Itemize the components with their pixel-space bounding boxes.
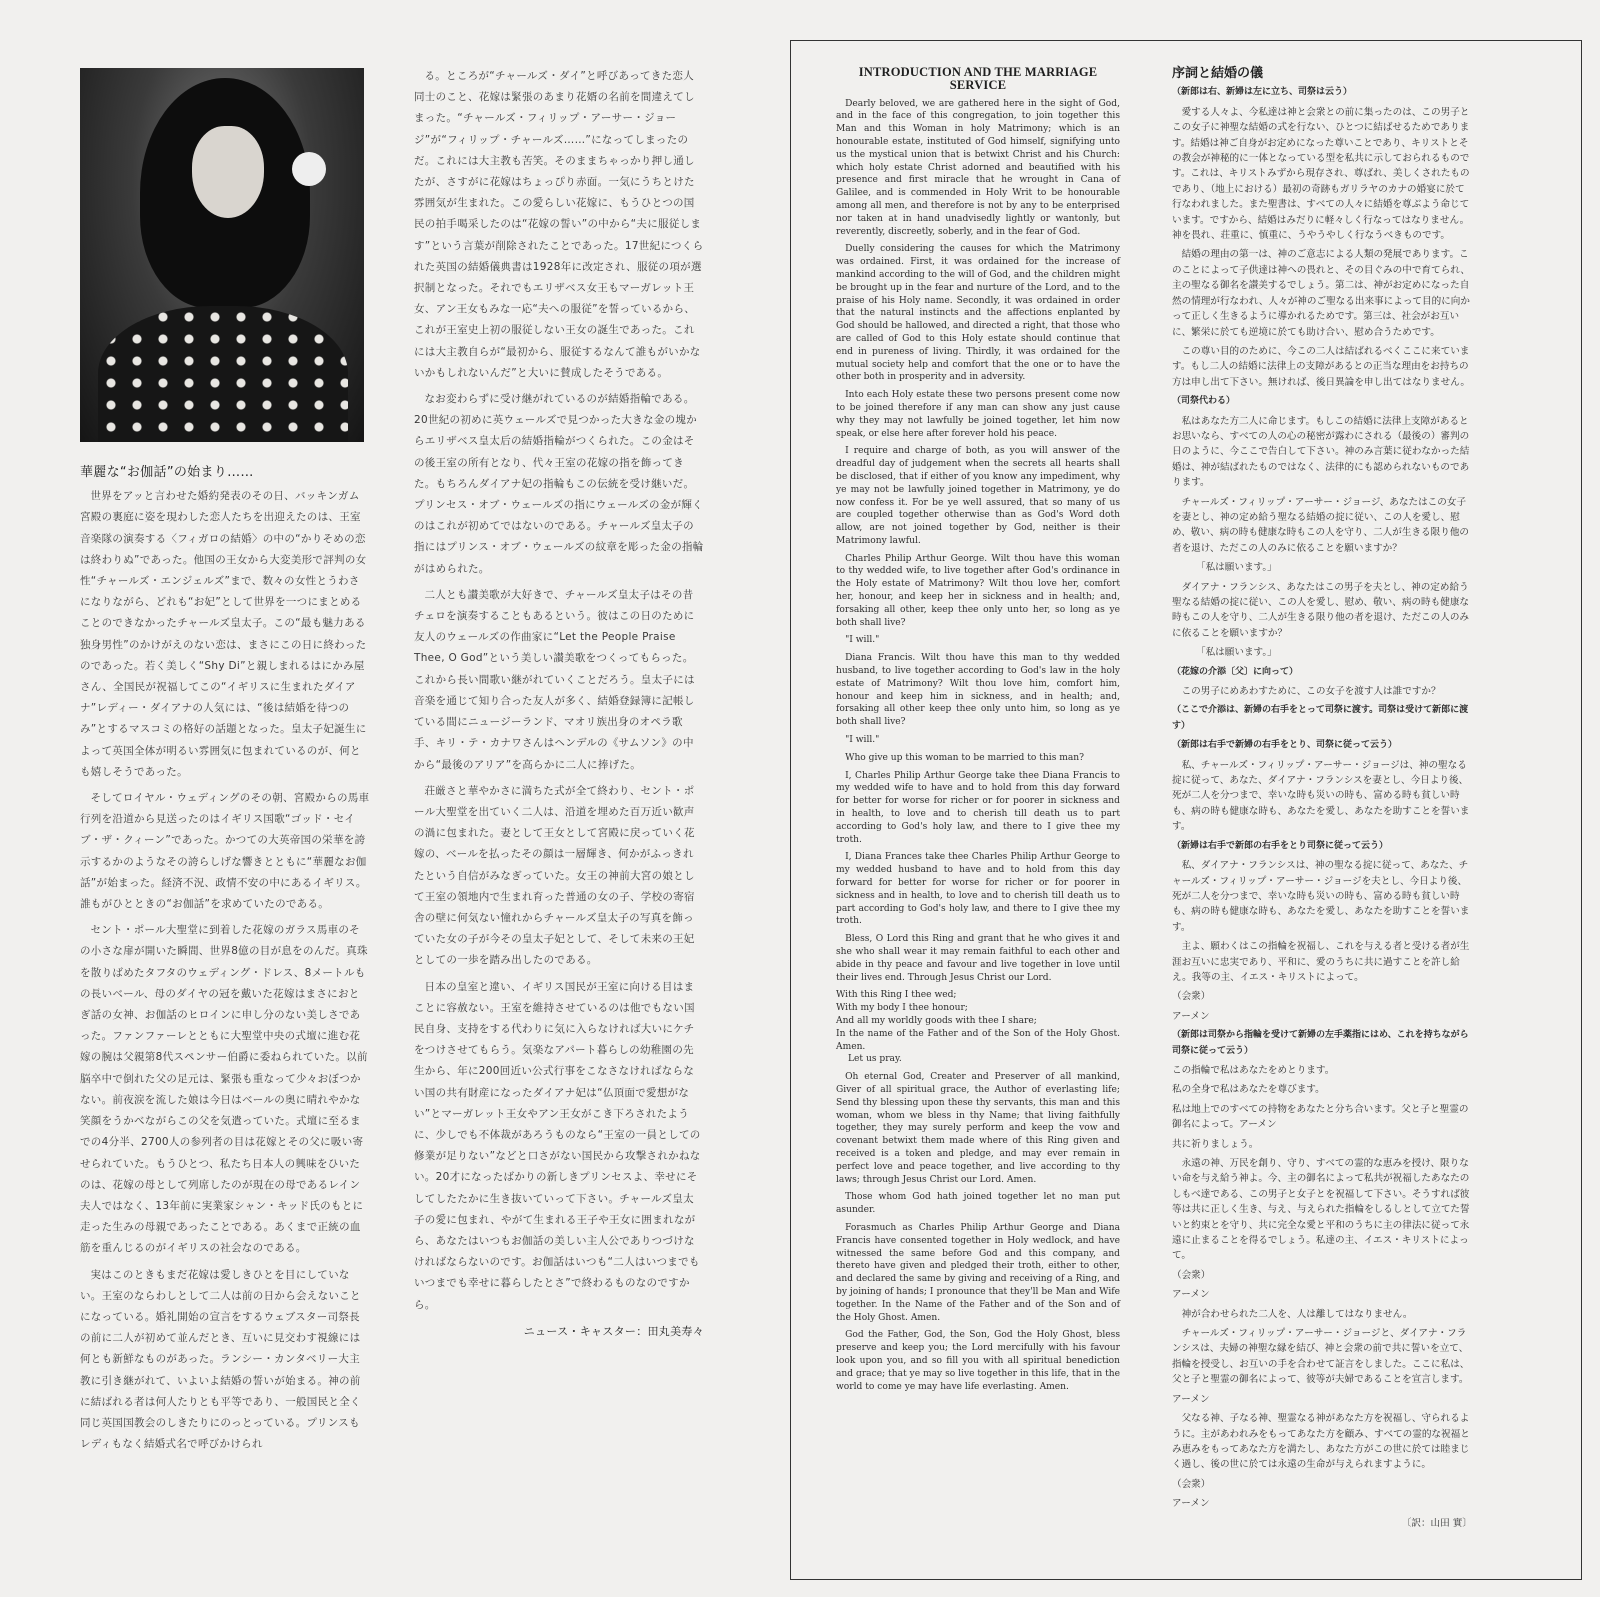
service-english-title: INTRODUCTION AND THE MARRIAGE SERVICE [858,65,1098,92]
service-paragraph: Bless, O Lord this Ring and grant that he who gives it and she who shall wear it may remain faithful to each other and abide in thy peace and favour and live together in love until their lives end. Through Jesus Christ our Lord. [836,934,1120,983]
service-paragraph: Charles Philip Arthur George. Wilt thou have this woman to thy wedded wife, to live together after God's ordinance in the Holy estate of Matrimony? Wilt thou love her, comfort her, honour, and keep her in sickness and in health; and, forsaking all other, keep thee only unto her, so long as ye both shall live? [836,553,1120,628]
essay-signature: ニュース・キャスター：田丸美寿々 [523,1324,704,1338]
translator-credit: 〔訳：山田 實〕 [1401,1517,1472,1529]
essay-column-left [80,462,370,1460]
service-paragraph: ダイアナ・フランシス、あなたはこの男子を夫とし、神の定め給う聖なる結婚の掟に従い、この人を愛し、慰め、敬い、病の時も健康な時もこの人を守り、二人が生きる限り他の者を退け、ただこの人のみに依ることを願いますか？ [1172,581,1470,639]
service-paragraph: Duelly considering the causes for which the Matrimony was ordained. First, it was ordained for the increase of mankind according to the will of God, and the children might be brought up in the fear and nurture of the Lord, and to the praise of his Holy name. Secondly, it was ordained in order that the natural instincts and the affections enplanted by God should be hallowed, and directed a right, that those who are called of God to this Holy estate should continue that end in pureness of living. Thirdly, it was ordained for the mutual society help and comfort that the one or to have the other both in prosperity and in adversity. [836,244,1120,383]
service-response: 「私は願います。」 [1196,647,1277,659]
photo-flower [292,152,326,186]
service-paragraph: この指輪で私はあなたをめとります。 [1172,1064,1335,1076]
service-paragraph: 私はあなた方二人に命じます。もしこの結婚に法律上支障があるとお思いなら、すべての人の心の秘密が露わにされる（最後の）審判の日のように、今ここで告白して下さい。神のみ言葉に従わなかった結婚は、神が結ばれたものではなく、法律的にも認められないものであります。 [1172,415,1470,489]
service-paragraph: 父なる神、子なる神、聖霊なる神があなた方を祝福し、守られるように。主があわれみをもってあなた方を顧み、すべての霊的な祝福とみ恵みをもってあなた方を満たし、あなた方がこの世に於ては睦まじく過し、後の世に於ては永遠の生命が与えられますように。 [1172,1413,1470,1471]
service-paragraph: アーメン [1172,1010,1210,1022]
essay-paragraph: なお変わらずに受け継がれているのが結婚指輪である。20世紀の初めに英ウェールズで見つかった大きな金の塊からエリザベス皇太后の結婚指輪がつくられた。この金はその後王室の所有となり、代々王室の花嫁の指を飾ってきた。もちろんダイアナ妃の指輪もこの伝統を受け継いだ。プリンセス・オブ・ウェールズの指にウェールズの金が輝くのはこれが初めてではないのである。チャールズ皇太子の指にはプリンス・オブ・ウェールズの紋章を彫った金の指輪がはめられた。 [414,393,704,575]
service-vow-line: With my body I thee honour; [836,1003,968,1014]
service-paragraph: アーメン [1172,1289,1210,1301]
essay-heading: 華麗な“お伽話”の始まり…… [80,465,254,480]
service-paragraph: アーメン [1172,1498,1210,1510]
service-paragraph: Into each Holy estate these two persons present come now to be joined therefore if any man can show any just cause why they may not lawfully be joined together, let him now speak, or else here after forever hold his peace. [836,390,1120,439]
photo-dress [98,306,348,442]
service-paragraph: 私は地上でのすべての持物をあなたと分ち合います。父と子と聖霊の御名によって。アーメン [1172,1103,1469,1131]
service-response: "I will." [845,635,880,646]
service-japanese-blocks [1172,85,1472,1511]
service-paragraph: Those whom God hath joined together let no man put asunder. [836,1192,1120,1216]
service-paragraph: Who give up this woman to be married to this man? [845,752,1085,763]
service-response: "I will." [845,735,880,746]
essay-paragraph: 二人とも讃美歌が大好きで、チャールズ皇太子はその昔チェロを演奏することもあるという。彼はこの日のために友人のウェールズの作曲家に“Let the People Praise Thee, O God”という美しい讃美歌をつくってもらった。これから長い間歌い継がれていくことだろう。皇太子には音楽を通じて知り合った友人が多く、結婚登録簿に記帳している間にニュージーランド、マオリ族出身のオペラ歌手、キリ・テ・カナワさんはヘンデルの《サムソン》の中から“最後のアリア”を高らかに二人に捧げた。 [414,588,695,771]
service-paragraph: 主よ、願わくはこの指輪を祝福し、これを与える者と受ける者が生涯お互いに忠実であり、平和に、愛のうちに共に過すことを許し給え。我等の主、イエス・キリストによって。 [1172,941,1470,983]
service-paragraph: 私、チャールズ・フィリップ・アーサー・ジョージは、神の聖なる掟に従って、あなた、ダイアナ・フランシスを妻とし、今日より後、死が二人を分つまで、幸いな時も災いの時も、富める時も貧しい時も、病の時も健康な時も、あなたを愛し、あなたを助すことを誓います。 [1172,759,1470,833]
service-paragraph: チャールズ・フィリップ・アーサー・ジョージ、あなたはこの女子を妻とし、神の定め給う聖なる結婚の掟に従い、この人を愛し、慰め、敬い、病の時も健康な時もこの人を守り、二人が生きる限り他の者を退け、ただこの人のみに依ることを願いますか？ [1172,496,1470,554]
service-paragraph: 神が合わせられた二人を、人は離してはなりません。 [1181,1308,1413,1320]
essay-paragraph: る。ところが“チャールズ・ダイ”と呼びあってきた恋人同士のこと、花嫁は緊張のあまり花婿の名前を間違えてしまった。“チャールズ・フィリップ・アーサー・ジョージ”が“フィリップ・チャールズ……”になってしまったのだ。これには大主教も苦笑。そのままちゃっかり押し通したが、さすがに花嫁はちょっぴり赤面。一気にうちとけた雰囲気が生まれた。この愛らしい花嫁に、もうひとつの国民の拍手喝采したのは“花嫁の誓い”の中から“夫に服従します”という言葉が削除されたことであった。17世紀につくられた英国の結婚儀典書は1928年に改定され、服従の項が選択制となった。それでもエリザベス女王もマーガレット王女、アン王女もみな一応“夫への服従”を誓っているから、これが王室史上初の服従しない王女の誕生であった。これには大主教自らが“最初から、服従するなんて誰もがいかないかもしれないんだ”と大いに賛成したそうである。 [414,70,704,379]
service-paragraph: Oh eternal God, Creater and Preserver of all mankind, Giver of all spiritual grace, the Author of everlasting life; Send thy blessing upon these thy servants, this man and this woman, whom we bless in thy Name; that living faithfully together, they may surely perform and keep the vow and covenant betwixt them made where of this Ring given and received is a token and pledge, and may ever remain in perfect love and peace together, and live according to thy laws; through Jesus Christ our Lord. Amen. [836,1072,1120,1185]
essay-paragraph: 世界をアッと言わせた婚約発表のその日、バッキンガム宮殿の裏庭に姿を現わした恋人たちを出迎えたのは、王室音楽隊の演奏する〈フィガロの結婚〉の中の“かりそめの恋は終わりぬ”であった。他国の王女から大変美形で評判の女性“チャールズ・エンジェルズ”まで、数々の女性とうわさになりながら、どれも“お妃”として世界を一つにまとめることのできなかったチャールズ皇太子。この“最も魅力ある独身男性”のかけがえのない恋は、まさにこの日に終わったのであった。若く美しく“Shy Di”と親しまれるはにかみ屋さん、全国民が祝福してこの“イギリスに生まれたダイアナ”レディー・ダイアナの人気には、“後は結婚を待つのみ”とするマスコミの格好の話題となった。皇太子妃誕生によって英国全体が明るい雰囲気に包まれているのが、何とも嬉しそうであった。 [80,490,367,778]
service-paragraph: 結婚の理由の第一は、神のご意志による人類の発展であります。このことによって子供達は神への畏れと、その目ぐみの中で育てられ、主の聖なる御名を讃美するでしょう。第二は、神がお定めになった自然の情理が行なわれ、人々が神のご聖なる出来事によって目的に向かって正しく生きるように導かれるためです。第三は、社会がお互いに、繁栄に於ても逆境に於ても助け合い、慰め合うためです。 [1172,249,1470,338]
essay-paragraph: 日本の皇室と違い、イギリス国民が王室に向ける目はまことに容赦ない。王室を維持させているのは他でもない国民自身、支持をする代わりに気に入らなければ大いにケチをつけさせてもらう。気楽なアパート暮らしの幼稚園の先生から、年に200回近い公式行事をこなさなければならない国の共有財産になったダイアナ妃は“仏頂面で愛想がない”とマーガレット王女やアン王女がこき下ろされたように、少しでも不体裁があろうものなら“王室の一員としての修業が足りない”などと口さがない国民から攻撃されかねない。20才になったばかりの新しきプリンセスよ、幸せにそしてしたたかに生き抜いていって下さい。チャールズ皇太子の愛に包まれ、やがて生まれる王子や王女に囲まれながら、あなたはいつもお伽話の美しい主人公でありつづけなければならないのです。お伽話はいつも“二人はいつまでもいつまでも幸せに暮らしたとさ”で終わるものなのですから。 [414,980,701,1311]
service-paragraph: この男子にめあわすために、この女子を渡す人は誰ですか？ [1181,686,1441,698]
service-vow-line: With this Ring I thee wed; [836,990,957,1001]
portrait-photo [80,68,364,442]
service-paragraph: チャールズ・フィリップ・アーサー・ジョージと、ダイアナ・フランシスは、夫婦の神聖な縁を結び、神と会衆の前で共に誓いを立て、指輪を授受し、お互いの手を合わせて証言をしました。ここに私は、父と子と聖霊の御名によって、彼等が夫婦であることを宣言します。 [1172,1328,1470,1386]
service-direction: （新郎は右手で新婦の右手をとり、司祭に従って云う） [1172,740,1398,751]
service-response: 「私は願います。」 [1196,562,1277,574]
service-paragraph: 私、ダイアナ・フランシスは、神の聖なる掟に従って、あなた、チャールズ・フィリップ・アーサー・ジョージを夫とし、今日より後、死が二人を分つまで、幸いな時も災いの時も、富める時も貧しい時も、病の時も健康な時も、あなたを愛し、あなたを助すことを誓います。 [1172,860,1470,933]
service-direction: （新郎は司祭から指輪を受けて新婦の左手薬指にはめ、これを持ちながら司祭に従って云う） [1172,1030,1469,1056]
service-japanese-column [1172,66,1472,1531]
service-direction: （司祭代わる） [1172,396,1236,407]
service-paragraph: 永遠の神、万民を創り、守り、すべての霊的な恵みを授け、限りない命を与え給う神よ。今、主の御名によって私共が祝福したあなたのしもべ達である、この男子と女子とを祝福して下さい。そうすれば彼等は共に正しく生き、与え、与えられた指輪をしるしとして立てた誓いと約束とを守り、共に完全な愛と平和のうちに主の律法に従って永遠に止まることを得るでしょう。私達の主、イエス・キリストによって。 [1172,1158,1470,1262]
essay-paragraph: セント・ポール大聖堂に到着した花嫁のガラス馬車のその小さな扉が開いた瞬間、世界8億の目が息をのんだ。真珠を散りばめたタフタのウェディング・ドレス、8メートルもの長いベール、母のダイヤの冠を戴いた花嫁はまさにおとぎ話の女神、お伽話のヒロインに申し分のない美しさであった。ファンファーレとともに大聖堂中央の式壇に進む花嫁の腕は父親第8代スペンサー伯爵に委ねられていた。以前脳卒中で倒れた父の足元は、緊張も重なって少々おぼつかない。前夜涙を流した娘は今日はベールの奥に晴れやかな笑顔をうかべながらこの父を気遣っていた。式壇に至るまでの4分半、2700人の参列者の目は花嫁とその父に吸い寄せられていた。もうひとつ、私たち日本人の興味をひいたのは、花嫁の母として列席したのが現在の母であるレイン夫人ではなく、13年前に実業家シャン・キッド氏のもとに走った生みの母親であったことである。あくまで正統の血筋を重んじるのがイギリスの社会なのである。 [80,924,368,1255]
service-paragraph: God the Father, God, the Son, God the Holy Ghost, bless preserve and keep you; the Lord mercifully with his favour look upon you, and so fill you with all spiritual benediction and grace; that ye may so live together in this life, that in the world to come ye may have life everlasting. Amen. [836,1330,1120,1392]
essay-column-middle [414,66,704,1342]
essay-paragraph: そしてロイヤル・ウェディングのその朝、宮殿からの馬車行列を沿道から見送ったのはイギリス国歌“ゴッド・セイブ・ザ・クィーン”であった。かつての大英帝国の栄華を誇示するかのようなその誇らしげな響きとともに“華麗なお伽話”が始まった。経済不況、政情不安の中にあるイギリス。誰もがひとときの“お伽話”を求めていたのである。 [80,792,370,911]
service-vow-line: Let us pray. [848,1054,902,1065]
service-paragraph: この尊い目的のために、今この二人は結ばれるべくここに来ています。もし二人の結婚に法律上の支障があるとの正当な理由をお持ちの方は申し出て下さい。無ければ、後日異論を申し出てはなりません。 [1172,345,1470,388]
service-direction: （新郎は右、新婦は左に立ち、司祭は云う） [1172,87,1353,98]
service-paragraph: I require and charge of both, as you will answer of the dreadful day of judgement when the secrets all hearts shall be disclosed, that if either of you know any impediment, why ye may not be lawfully joined together in Matrimony, ye do now confess it. For be ye well assured, that so many of us are coupled together otherwise than as God's Word doth allow, are not joined together by God, neither is their Matrimony lawful. [836,446,1120,546]
photo-face [192,126,264,218]
service-paragraph: （会衆） [1172,1269,1211,1281]
service-paragraph: アーメン [1172,1393,1210,1405]
service-direction: （ここで介添は、新婦の右手をとって司祭に渡す。司祭は受けて新郎に渡す） [1172,705,1469,731]
service-paragraph: 愛する人々よ、今私達は神と会衆との前に集ったのは、この男子とこの女子に神聖な結婚の式を行ない、ひとつに結ばせるためであります。結婚は神ご自身がお定めになった尊いことであり、キリストとその教会が神秘的に一体となっている型を私共に示しておられるものです。これは、キリストみずから現存され、尊ばれ、美しくされたものであり、（地上における）最初の奇跡もガリラヤのカナの婚宴に於て行なわれました。また聖書は、すべての人々に結婚を尊ぶよう命じています。ですから、結婚はみだりに軽々しく行なってはなりません。神を畏れ、荘重に、慎重に、うやうやしく行なうべきものです。 [1172,106,1470,242]
service-vow-line: And all my worldly goods with thee I share; [836,1015,1037,1026]
essay-paragraph: 荘厳さと華やかさに満ちた式が全て終わり、セント・ポール大聖堂を出ていく二人は、沿道を埋めた百万近い歓声の渦に包まれた。妻として王女として宮殿に戻っていく花嫁の、ベールを払ったその顔は一層輝き、何かがふっきれたという自信がみなぎっていた。女王の神前大宮の娘として王室の領地内で生まれ育った普通の女の子、学校の寄宿舎の壁に何気ない憧れからチャールズ皇太子の写真を飾っていた女の子が今その皇太子妃として、そして未来の王妃としての一歩を踏み出したのである。 [414,784,695,967]
service-direction: （花嫁の介添〔父〕に向って） [1172,666,1299,677]
service-japanese-title: 序詞と結婚の儀 [1172,66,1264,81]
service-english-column [836,66,1120,1398]
service-paragraph: （会衆） [1172,1478,1211,1490]
service-paragraph: I, Charles Philip Arthur George take thee Diana Francis to my wedded wife to have and to hold from this day forward for better for worse for richer or for poorer in sickness and in health, to love and to cherish till death us to part according to God's holy law, and there to I give thee my troth. [836,770,1120,845]
service-paragraph: （会衆） [1172,991,1211,1003]
service-paragraph: 私の全身で私はあなたを尊びます。 [1172,1084,1325,1096]
service-paragraph: Diana Francis. Wilt thou have this man to thy wedded husband, to live together according to God's law in the holy estate of Matrimony? Wilt thou love him, comfort him, honour and keep him in sickness, and in health; and, forsaking all other keep thee only unto him, so long as ye both shall live? [836,653,1120,728]
essay-paragraph: 実はこのときもまだ花嫁は愛しきひとを目にしていない。王室のならわしとして二人は前の日から会えないことになっている。婚礼開始の宣言をするウェブスター司祭長の前に二人が初めて並んだとき、互いに見交わす視線には何とも新鮮なものがあった。ランシー・カンタベリー大主教に引き継がれて、いよいよ結婚の誓いが始まる。神の前に結ばれる者は何人たりとも平等であり、一般国民と全く同じ英国国教会のしきたりにのっとっている。プリンスもレディもなく結婚式名で呼びかけられ [80,1268,361,1451]
service-vow-line: In the name of the Father and of the Son of the Holy Ghost. Amen. [836,1028,1120,1052]
service-paragraph: I, Diana Frances take thee Charles Philip Arthur George to my wedded husband to have and to hold from this day forward for better for worse for richer or for poorer in sickness and in health, to love and to cherish till death us to part according to God's holy law, and there to I give thee my troth. [836,852,1120,927]
service-paragraph: 共に祈りましょう。 [1172,1138,1259,1150]
service-direction: （新婦は右手で新郎の右手をとり司祭に従って云う） [1172,840,1389,851]
service-paragraph: Dearly beloved, we are gathered here in the sight of God, and in the face of this congregation, to join together this Man and this Woman in holy Matrimony; which is an honourable estate, instituted of God himself, signifying unto us the mystical union that is betwixt Christ and his Church: which holy estate Christ adorned and beautified with his presence and first miracle that he wrought in Cana of Galilee, and is commended in Holy Writ to be honourable among all men, and therefore is not by any to be enterprised nor taken at in hand unadvisedly lightly or wantonly, but reverently, discreetly, soberly, and in the fear of God. [836,98,1120,237]
service-paragraph: Forasmuch as Charles Philip Arthur George and Diana Francis have consented together in Holy wedlock, and have witnessed the same before God and this company, and thereto have given and pledged their troth, either to other, and declared the same by giving and receiving of a Ring, and by joining of hands; I pronounce that they'll be Man and Wife together. In the Name of the Father and of the Son and of the Holy Ghost. Amen. [836,1222,1120,1323]
